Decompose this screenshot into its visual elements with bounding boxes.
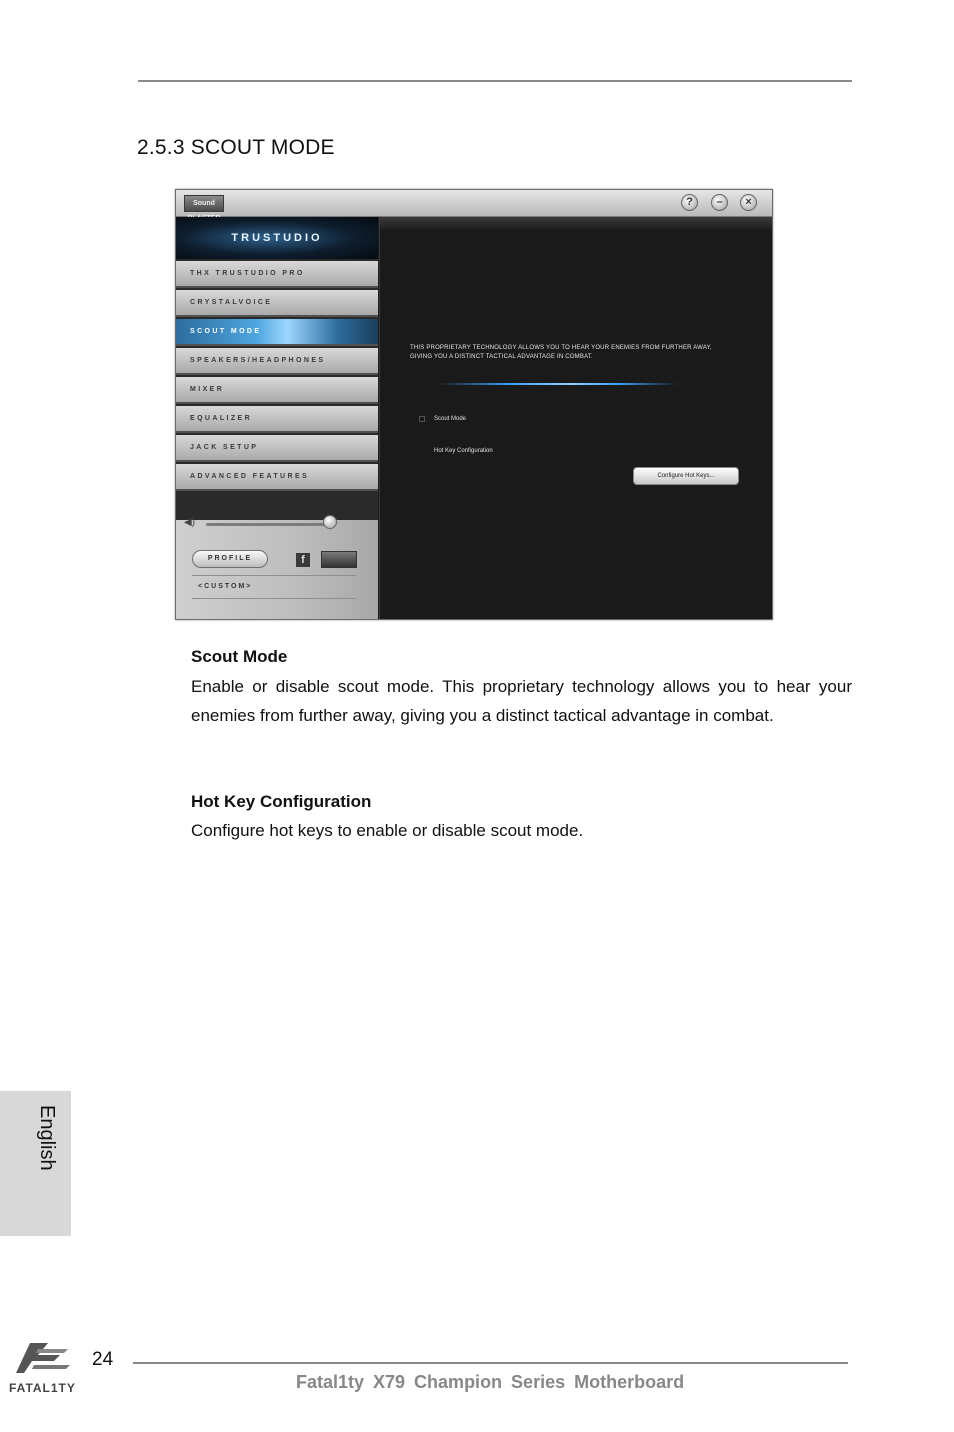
glow-divider	[438, 383, 678, 385]
page-number: 24	[92, 1349, 114, 1370]
minimize-button[interactable]: –	[711, 194, 728, 211]
footer-title: Fatal1ty X79 Champion Series Motherboard	[296, 1372, 685, 1392]
scout-mode-label: Scout Mode	[434, 416, 467, 422]
hotkey-config-label: Hot Key Configuration	[434, 448, 493, 454]
help-button[interactable]: ?	[681, 194, 698, 211]
bottom-divider	[133, 1362, 848, 1364]
hotkey-body: Configure hot keys to enable or disable scout mode.	[191, 821, 584, 840]
language-label: English	[36, 1105, 58, 1171]
fatal1ty-logo	[8, 1339, 92, 1401]
app-logo-badge: Sound	[184, 195, 224, 212]
volume-slider-track[interactable]	[206, 523, 331, 526]
content-header-bar	[380, 217, 772, 231]
profile-divider	[192, 575, 356, 576]
profile-divider	[192, 598, 356, 599]
close-button[interactable]: ×	[740, 194, 757, 211]
profile-select[interactable]: <CUSTOM>	[198, 583, 253, 590]
top-divider	[138, 80, 852, 82]
sidebar	[176, 217, 378, 619]
fatal1ty-logo-text: FATAL1TY	[9, 1381, 76, 1395]
section-title: 2.5.3 SCOUT MODE	[137, 136, 335, 159]
scout-mode-heading: Scout Mode	[191, 647, 288, 666]
profile-panel	[176, 520, 378, 619]
sidebar-item-speakers-headphones[interactable]: SPEAKERS/HEADPHONES	[176, 348, 378, 375]
speaker-icon: ◀)	[184, 517, 196, 528]
content-panel	[379, 217, 772, 619]
volume-slider-knob[interactable]	[323, 515, 337, 529]
app-window	[175, 189, 773, 620]
profile-button[interactable]: PROFILE	[192, 550, 268, 568]
sidebar-item-crystalvoice[interactable]: CRYSTALVOICE	[176, 290, 378, 317]
configure-hotkeys-button[interactable]: Configure Hot Keys...	[633, 467, 739, 485]
scout-mode-body: Enable or disable scout mode. This proprietary technology allows you to hear your enemies from further away, giving you a distinct tactical advantage in combat.	[191, 677, 852, 725]
scout-mode-description: THIS PROPRIETARY TECHNOLOGY ALLOWS YOU TO HEAR YOUR ENEMIES FROM FURTHER AWAY, GIVING YOU A DISTINCT TACTICAL ADVANTAGE IN COMBAT.	[410, 345, 712, 360]
soundblaster-icon[interactable]	[321, 551, 357, 568]
language-tab	[0, 1091, 71, 1236]
facebook-icon[interactable]: f	[296, 553, 310, 567]
sidebar-item-thx-trustudio-pro[interactable]: THX TRUSTUDIO PRO	[176, 261, 378, 288]
hotkey-heading: Hot Key Configuration	[191, 792, 372, 811]
sidebar-item-mixer[interactable]: MIXER	[176, 377, 378, 404]
brand-header: TRUSTUDIO	[176, 217, 378, 259]
sidebar-item-scout-mode[interactable]: SCOUT MODE	[176, 319, 378, 346]
sidebar-item-advanced-features[interactable]: ADVANCED FEATURES	[176, 464, 378, 491]
sidebar-item-jack-setup[interactable]: JACK SETUP	[176, 435, 378, 462]
sidebar-item-equalizer[interactable]: EQUALIZER	[176, 406, 378, 433]
scout-mode-checkbox[interactable]	[419, 416, 425, 422]
title-bar	[176, 190, 772, 217]
